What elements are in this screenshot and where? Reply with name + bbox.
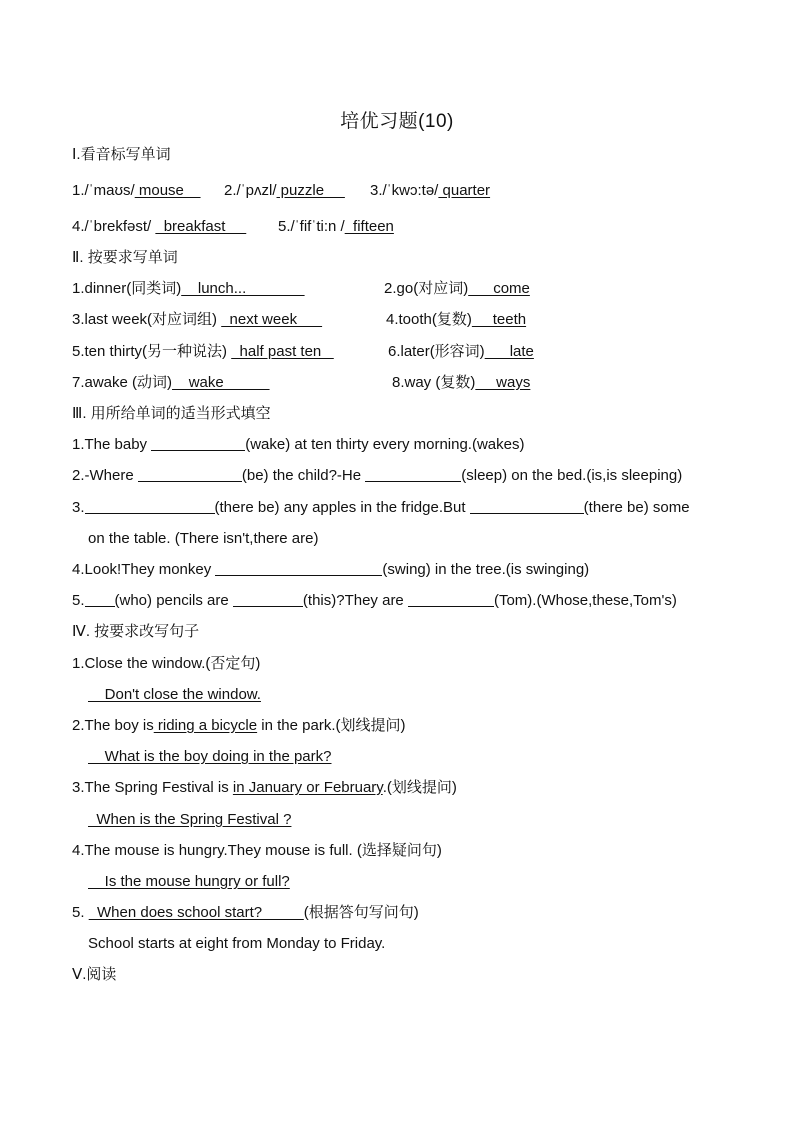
- s2-q8-text: 8.way (复数): [392, 374, 476, 391]
- s1-q2: [224, 181, 345, 201]
- s3-q1-text-2: (wake) at ten thirty every morning.(wakes): [245, 436, 525, 453]
- s4-a4-answer: Is the mouse hungry or full?: [88, 873, 290, 890]
- s2-q4-text: 4.tooth(复数): [386, 311, 472, 328]
- s3-q4-blank[interactable]: [215, 561, 382, 576]
- s1-q1-text: 1./ˈmaʊs/: [72, 182, 135, 199]
- s2-q4: [386, 310, 526, 330]
- s2-q1-text: 1.dinner(同类词): [72, 280, 182, 297]
- s1-q3-text: 3./ˈkwɔ:tə/: [370, 182, 439, 199]
- s4-a1-answer: Don't close the window.: [88, 686, 261, 703]
- s1-q5: [278, 217, 394, 237]
- s3-q3-text: 3.: [72, 499, 85, 516]
- s2-row-3: [72, 342, 534, 362]
- s1-q4-answer: breakfast: [155, 218, 247, 235]
- s4-a1-wrap: [88, 685, 261, 705]
- section-3-heading: Ⅲ. 用所给单词的适当形式填空: [72, 405, 271, 422]
- s3-q4-text: 4.Look!They monkey: [72, 561, 216, 578]
- s1-row-1: [72, 181, 491, 201]
- s3-q5-text-2: (who) pencils are: [114, 592, 233, 609]
- s2-q4-answer: teeth: [471, 311, 527, 328]
- s3-q1-blank[interactable]: [151, 436, 245, 451]
- s4-q2-text-2: in the park.(划线提问): [257, 717, 406, 734]
- s1-row-2: [72, 217, 394, 237]
- s3-q3-blank-2[interactable]: [470, 499, 584, 514]
- s2-q5-text: 5.ten thirty(另一种说法): [72, 343, 232, 360]
- s1-q3: [370, 181, 490, 201]
- s1-q5-text: 5./ˈfifˈti:n /: [278, 218, 345, 235]
- s2-q3-answer: next week: [221, 311, 323, 328]
- s4-q3: [72, 778, 457, 798]
- s4-q3-text: 3.The Spring Festival is: [72, 779, 233, 796]
- s4-q5-text-2: (根据答句写问句): [303, 904, 419, 921]
- s4-q4: 4.The mouse is hungry.They mouse is full. (选择疑问句): [72, 842, 442, 859]
- s2-q7-text: 7.awake (动词): [72, 374, 173, 391]
- s3-q2-blank-2[interactable]: [365, 467, 461, 482]
- s3-q2: [72, 466, 682, 486]
- s3-q1-text: 1.The baby: [72, 436, 152, 453]
- s3-q5-text: 5.: [72, 592, 85, 609]
- s3-q2-text-2: (be) the child?-He: [241, 467, 366, 484]
- s3-q5: [72, 591, 677, 611]
- s4-q2-text: 2.The boy is: [72, 717, 154, 734]
- s4-q5-text: 5.: [72, 904, 89, 921]
- s2-q7-answer: wake: [172, 374, 270, 391]
- s3-q3-text-2: (there be) any apples in the fridge.But: [214, 499, 470, 516]
- s3-q3-blank-1[interactable]: [85, 499, 215, 514]
- s1-q2-text: 2./ˈpʌzl/: [224, 182, 277, 199]
- s3-q5-text-3: (this)?They are: [302, 592, 408, 609]
- section-5-heading: Ⅴ.阅读: [72, 966, 117, 983]
- s2-q2: [384, 279, 530, 299]
- s2-row-2: [72, 310, 527, 330]
- s1-q5-answer: fifteen: [344, 218, 394, 235]
- s4-a2-answer: What is the boy doing in the park?: [88, 748, 332, 765]
- section-2-heading: Ⅱ. 按要求写单词: [72, 249, 178, 266]
- s2-row-1: [72, 279, 530, 299]
- s4-a3-answer: When is the Spring Festival ?: [88, 811, 292, 828]
- s2-q2-text: 2.go(对应词): [384, 280, 469, 297]
- s2-q6-text: 6.later(形容词): [388, 343, 485, 360]
- s4-q3-underlined: in January or February: [232, 779, 383, 796]
- s4-a3-wrap: [88, 810, 291, 830]
- s4-a2-wrap: [88, 747, 331, 767]
- s4-q1: 1.Close the window.(否定句): [72, 655, 261, 672]
- s3-q2-text-3: (sleep) on the bed.(is,is sleeping): [461, 467, 683, 484]
- s3-q5-text-4: (Tom).(Whose,these,Tom's): [493, 592, 677, 609]
- section-1-heading: Ⅰ.看音标写单词: [72, 146, 171, 163]
- s2-q6-answer: late: [484, 343, 534, 360]
- s3-q5-blank-2[interactable]: [233, 592, 303, 607]
- s2-q2-answer: come: [468, 280, 530, 297]
- s2-q3-text: 3.last week(对应词组): [72, 311, 222, 328]
- s4-q5: [72, 903, 419, 923]
- s3-q3-line-2: on the table. (There isn't,there are): [88, 530, 319, 547]
- s1-q2-answer: puzzle: [276, 182, 345, 199]
- s4-a4-wrap: [88, 872, 290, 892]
- page-title: 培优习题(10): [340, 111, 454, 132]
- s2-q5-answer: half past ten: [231, 343, 334, 360]
- s4-q3-text-2: .(划线提问): [382, 779, 457, 796]
- s4-q5-line-2: School starts at eight from Monday to Friday.: [88, 935, 386, 952]
- s2-q6: [388, 342, 534, 362]
- s2-q8-answer: ways: [475, 374, 531, 391]
- section-4-heading: Ⅳ. 按要求改写句子: [72, 623, 200, 640]
- s3-q2-blank-1[interactable]: [138, 467, 242, 482]
- s2-q8: [392, 373, 530, 393]
- s2-q1-answer: lunch...: [181, 280, 305, 297]
- s3-q3-text-3: (there be) some: [583, 499, 690, 516]
- s2-row-4: [72, 373, 531, 393]
- s1-q3-answer: quarter: [438, 182, 491, 199]
- s4-q5-answer: When does school start?: [88, 904, 304, 921]
- s4-q2-underlined: riding a bicycle: [153, 717, 258, 734]
- s3-q4: [72, 560, 589, 580]
- s3-q3: [72, 498, 690, 518]
- s3-q5-blank-1[interactable]: [85, 592, 115, 607]
- s1-q1-answer: mouse: [134, 182, 201, 199]
- s1-q4-text: 4./ˈbrekfəst/: [72, 218, 156, 235]
- s3-q2-text: 2.-Where: [72, 467, 138, 484]
- s3-q5-blank-3[interactable]: [408, 592, 494, 607]
- s3-q4-text-2: (swing) in the tree.(is swinging): [382, 561, 590, 578]
- s4-q2: [72, 716, 405, 736]
- s3-q1: [72, 435, 524, 455]
